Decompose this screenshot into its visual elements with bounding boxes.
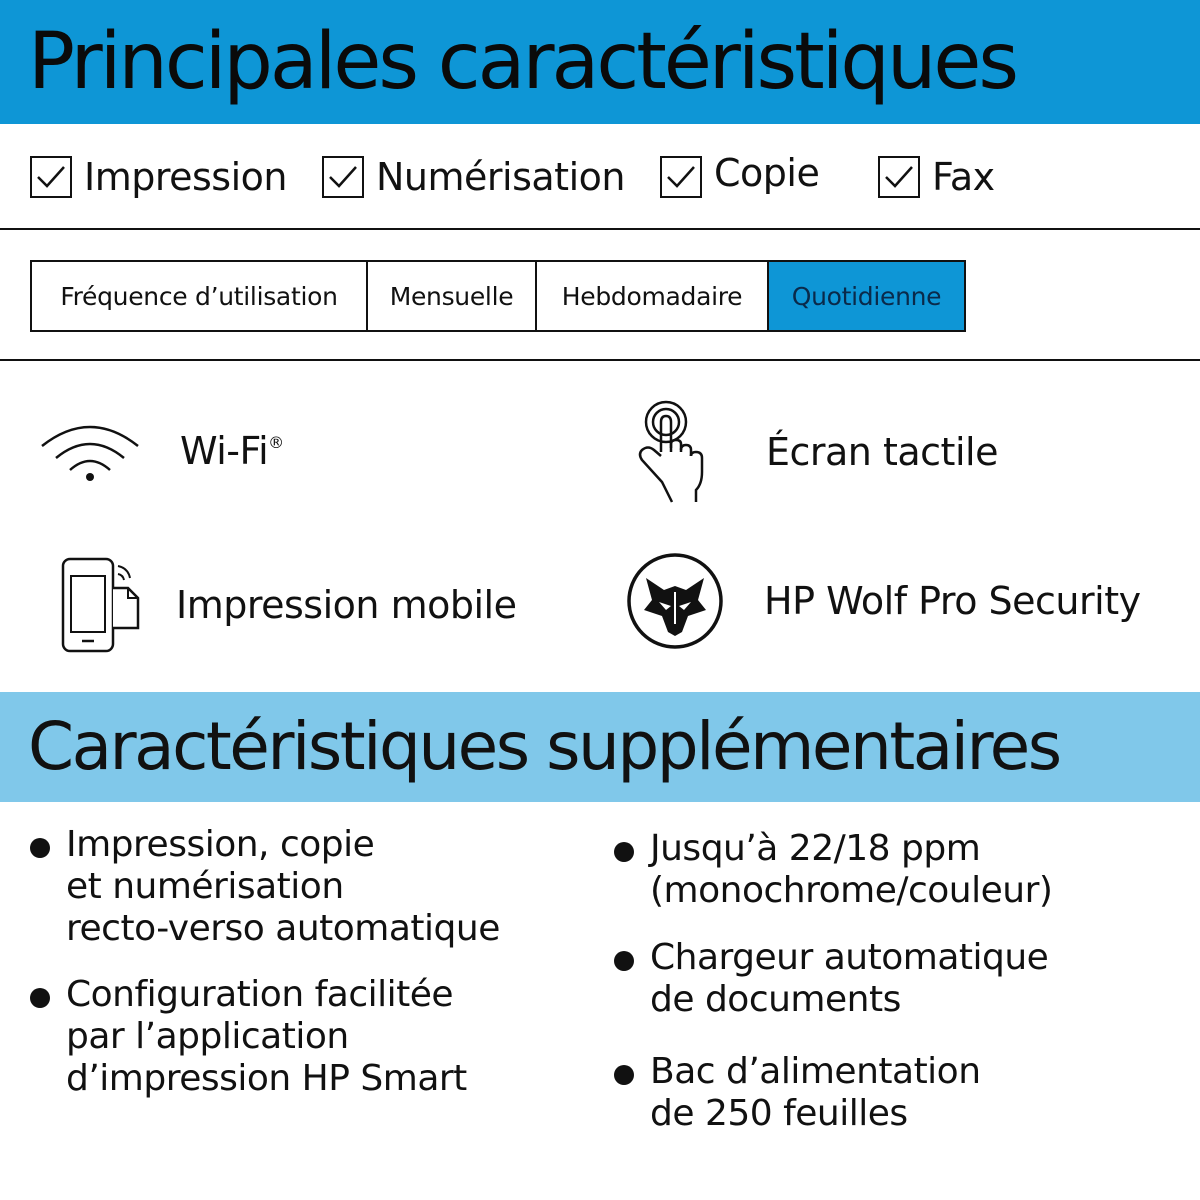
functions-row [0, 124, 1200, 230]
function-label: Impression [84, 155, 287, 199]
check-icon [660, 156, 702, 198]
mobile-print-icon [60, 556, 142, 654]
feature-wifi [40, 420, 284, 482]
check-icon [878, 156, 920, 198]
check-icon [30, 156, 72, 198]
main-header-banner [0, 0, 1200, 124]
bullet-item [614, 1051, 981, 1135]
divider [0, 359, 1200, 361]
function-label: Copie [714, 151, 820, 195]
function-impression [30, 154, 287, 200]
bullet-dot-icon [614, 842, 634, 862]
bullet-item [30, 974, 467, 1100]
bullet-dot-icon [614, 951, 634, 971]
divider [0, 228, 1200, 230]
function-numerisation [322, 154, 625, 200]
function-fax [878, 154, 995, 200]
feature-mobile-print [60, 556, 516, 654]
bullet-dot-icon [30, 988, 50, 1008]
feature-security [626, 552, 1141, 650]
usage-cell-header: Fréquence d’utilisation [32, 262, 368, 330]
usage-cell-daily-selected: Quotidienne [769, 262, 964, 330]
feature-label-security: HP Wolf Pro Security [764, 579, 1141, 623]
bullet-item [614, 828, 1052, 912]
bullet-text: Configuration facilitée par l’application d’impression HP Smart [66, 974, 467, 1099]
usage-cell-weekly: Hebdomadaire [537, 262, 769, 330]
wifi-icon [40, 420, 140, 482]
check-icon [322, 156, 364, 198]
bullet-text: Bac d’alimentation de 250 feuilles [650, 1051, 981, 1134]
touch-hand-icon [636, 400, 716, 504]
usage-cell-monthly: Mensuelle [368, 262, 537, 330]
function-label: Fax [932, 155, 995, 199]
feature-touchscreen [636, 400, 998, 504]
bullet-item [30, 824, 500, 950]
bullet-text: Chargeur automatique de documents [650, 937, 1049, 1020]
function-label: Numérisation [376, 155, 625, 199]
feature-label-touchscreen: Écran tactile [766, 430, 998, 474]
feature-label-mobile-print: Impression mobile [176, 583, 517, 627]
bullet-dot-icon [30, 838, 50, 858]
function-copie [660, 150, 819, 196]
extra-features-title: Caractéristiques supplémentaires [28, 708, 1060, 785]
bullet-text: Impression, copie et numérisation recto-verso automatique [66, 824, 500, 949]
registered-mark: ® [268, 433, 284, 452]
bullet-text: Jusqu’à 22/18 ppm (monochrome/couleur) [650, 828, 1053, 911]
page-title: Principales caractéristiques [28, 17, 1017, 107]
wolf-shield-icon [626, 552, 724, 650]
bullet-item [614, 937, 1048, 1021]
feature-label-wifi: Wi-Fi® [180, 429, 284, 473]
extra-features-banner [0, 692, 1200, 802]
bullet-dot-icon [614, 1065, 634, 1085]
usage-frequency-table [30, 260, 966, 332]
